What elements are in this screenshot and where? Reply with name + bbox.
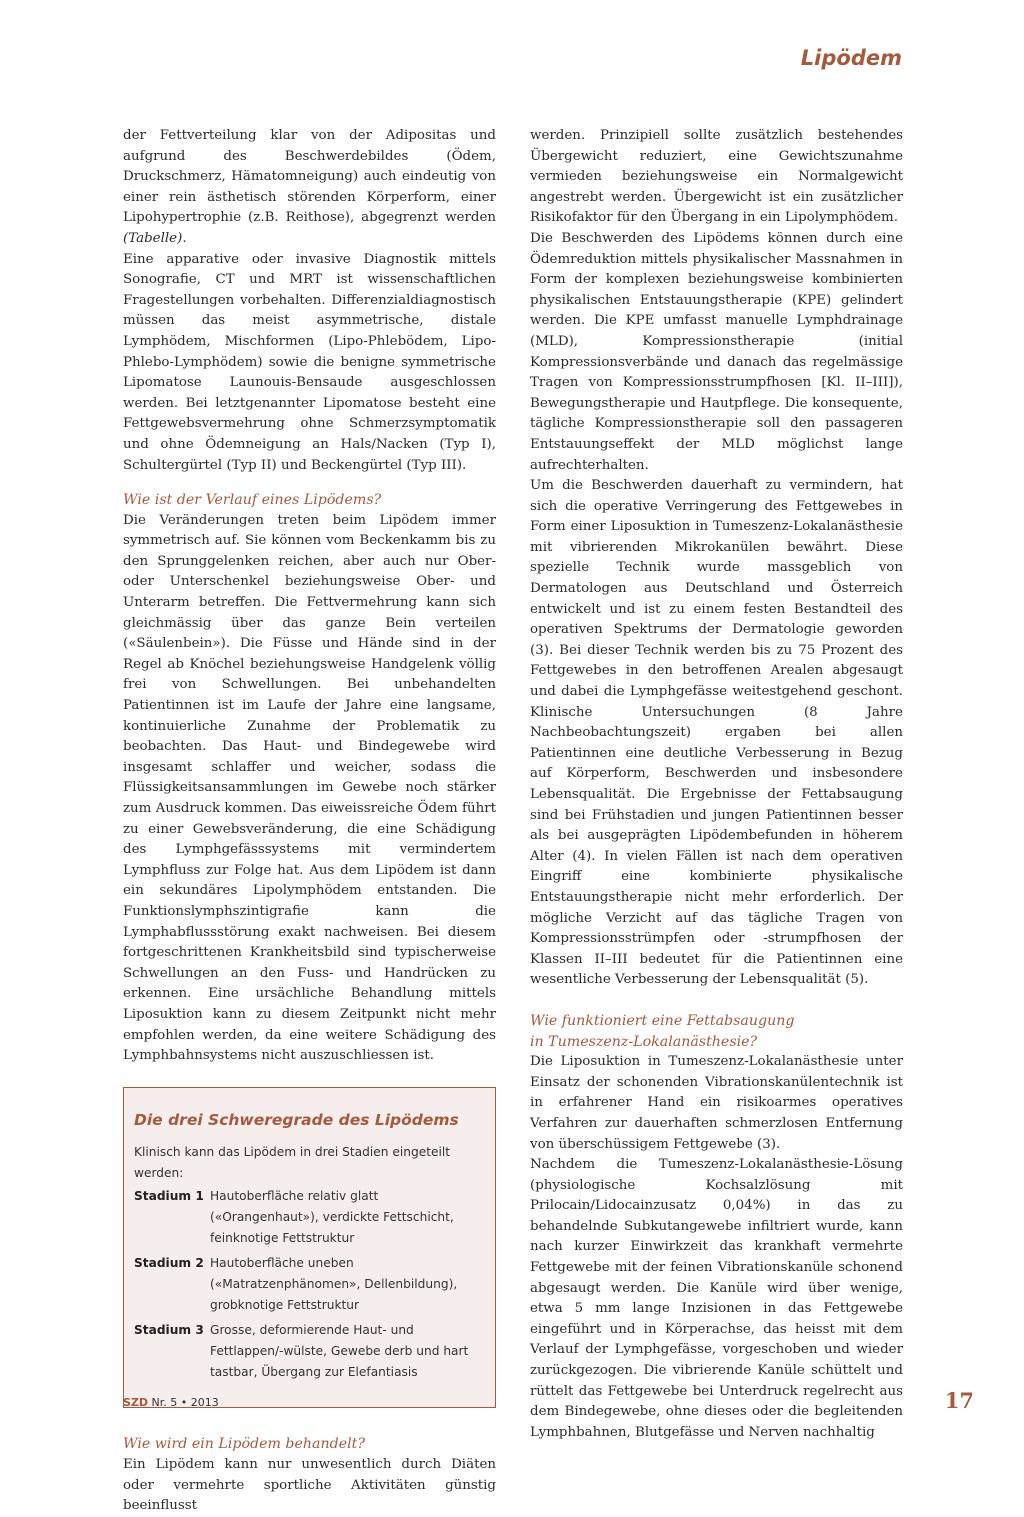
paragraph: Die Veränderungen treten beim Lipödem immer symmetrisch auf. Sie können vom Beckenkamm bis zu den Sprunggelenken reichen, aber auch nur Ober- oder Unterschenkel beziehungsweise Ober- und Unterarm betreffen. Die Fettvermehrung kann sich gleichmässig über das ganze Bein verteilen («Säulenbein»). Die Füsse und Hände sind in der Regel ab Knöchel beziehungsweise Handgelenk völlig frei von Schwellungen. Bei unbehandelten Patientinnen ist im Laufe der Jahre eine langsame, kontinuierliche Zunahme der Problematik zu beobachten. Das Haut- und Bindegewebe wird insgesamt schlaffer und weicher, sodass die Flüssigkeitsansammlungen im Gewebe noch stärker zum Ausdruck kommen. Das eiweissreiche Ödem führt zu einer Gewebsveränderung, die eine Schädigung des Lymphgefässsystems mit vermindertem Lymphfluss zur Folge hat. Aus dem Lipödem ist dann ein sekundäres Lipolymphödem entstanden. Die Funktionslymphszintigrafie kann die Lymphabflussstörung exakt nachweisen. Bei diesem fortgeschrittenen Krankheitsbild sind typischerweise Schwellungen an den Fuss- und Handrücken zu erkennen. Eine ursächliche Behandlung mittels Liposuktion kann zu diesem Zeitpunkt nicht mehr empfohlen werden, da eine weitere Schädigung des Lymphbahnsystems nicht auszuschliessen ist.	[123, 512, 496, 1064]
footer-issue: Nr. 5 • 2013	[151, 1396, 219, 1409]
stage-label: Stadium 2	[134, 1256, 204, 1271]
info-box-intro: Klinisch kann das Lipödem in drei Stadien eingeteilt werden:	[134, 1145, 451, 1181]
running-header-title: Lipödem	[800, 46, 902, 70]
paragraph-text: der Fettverteilung klar von der Adipositas und aufgrund des Beschwerdebildes (Ödem, Druckschmerz, Hämatomneigung) auch eindeutig von einer rein ästhetisch störenden Körperform, einer Lipohypertrophie (z.B. Reithose), abgegrenzt werden	[123, 128, 496, 226]
stage-description: Grosse, deformierende Haut- und Fettlappen/-wülste, Gewebe derb und hart tastbar, Übergang zur Elefantiasis	[210, 1323, 469, 1380]
stage-row	[134, 1320, 483, 1383]
section-heading-behandelt: Wie wird ein Lipödem behandelt?	[123, 1436, 365, 1453]
footer-brand: SZD	[123, 1396, 149, 1409]
table-reference: (Tabelle)	[123, 230, 183, 246]
section-heading-verlauf: Wie ist der Verlauf eines Lipödems?	[123, 492, 382, 509]
paragraph: Ein Lipödem kann nur unwesentlich durch Diäten oder vermehrte sportliche Aktivitäten günstig beeinflusst	[123, 1456, 496, 1514]
paragraph: Die Liposuktion in Tumeszenz-Lokalanästhesie unter Einsatz der schonenden Vibrationskanülentechnik ist in erfahrener Hand ein risikoarmes operatives Verfahren zur dauerhaften schmerzlosen Entfernung von überschüssigem Fettgewebe (3).	[530, 1054, 903, 1152]
paragraph: Um die Beschwerden dauerhaft zu vermindern, hat sich die operative Verringerung des Fettgewebes in Form einer Liposuktion in Tumeszenz-Lokalanästhesie mit vibrierenden Mikrokanülen bewährt. Diese spezielle Technik wurde massgeblich von Dermatologen aus Deutschland und Österreich entwickelt und ist zu einem festen Bestandteil des operativen Spektrums der Dermatologie geworden (3). Bei dieser Technik werden bis zu 75 Prozent des Fettgewebes in den betroffenen Arealen abgesaugt und dabei die Lymphgefässe weitestgehend geschont. Klinische Untersuchungen (8 Jahre Nachbeobachtungszeit) ergaben bei allen Patientinnen eine deutliche Verbesserung in Bezug auf Körperform, Beschwerden und insbesondere Lebensqualität. Die Ergebnisse der Fettabsaugung sind bei Frühstadien und jungen Patientinnen besser als bei ausgeprägten Lipödembefunden in höherem Alter (4). In vielen Fällen ist nach dem operativen Eingriff eine kombinierte physikalische Entstauungstherapie nicht mehr erforderlich. Der mögliche Verzicht auf das tägliche Tragen von Kompressionsstrümpfen oder -strumpfhosen der Klassen II–III bedeutet für die Patientinnen eine wesentliche Verbesserung der Lebensqualität (5).	[530, 478, 903, 988]
left-column	[123, 126, 496, 1517]
paragraph: Die Beschwerden des Lipödems können durch eine Ödemreduktion mittels physikalischer Massnahmen in Form der komplexen beziehungsweise kombinierten physikalischen Entstauungstherapie (KPE) gelindert werden. Die KPE umfasst manuelle Lymphdrainage (MLD), Kompressionstherapie (initial Kompressionsverbände und danach das regelmässige Tragen von Kompressionsstrumpfhosen [Kl. II–III]), Bewegungstherapie und Hautpflege. Die konsequente, tägliche Kompressionstherapie soll den passageren Entstauungseffekt der MLD möglichst lange aufrechterhalten.	[530, 230, 903, 473]
paragraph	[123, 126, 496, 250]
page-number: 17	[944, 1388, 974, 1413]
info-box-title: Die drei Schweregrade des Lipödems	[134, 1110, 459, 1129]
stage-description: Hautoberfläche uneben («Matratzenphänomen», Dellenbildung), grobknotige Fettstruktur	[210, 1256, 458, 1313]
stage-label: Stadium 1	[134, 1189, 204, 1204]
stage-row	[134, 1253, 483, 1316]
right-column	[530, 126, 903, 1443]
paragraph: Nachdem die Tumeszenz-Lokalanästhesie-Lösung (physiologische Kochsalzlösung mit Prilocain/Lidocainzusatz 0,04%) in das zu behandelnde Subkutangewebe infiltriert wurde, kann nach kurzer Einwirkzeit das krankhaft vermehrte Fettgewebe mit der feinen Vibrationskanüle schonend abgesaugt werden. Die Kanüle wird über wenige, etwa 5 mm lange Inzisionen in das Fettgewebe eingeführt und in Körperachse, das heisst mit dem Verlauf der Lymphgefässe, vorgeschoben und wieder zurückgezogen. Die vibrierende Kanüle schüttelt und rüttelt das Fettgewebe bei Unterdruck regelrecht aus dem Bindegewebe, ohne dieses oder die begleitenden Lymphbahnen, Blutgefässe und Nerven nachhaltig	[530, 1157, 903, 1440]
stage-row	[134, 1186, 483, 1249]
stage-label: Stadium 3	[134, 1323, 204, 1338]
section-heading-fettabsaugung	[530, 1011, 903, 1052]
stage-description: Hautoberfläche relativ glatt («Orangenhaut»), verdickte Fettschicht, feinknotige Fettstruktur	[210, 1189, 454, 1246]
paragraph: Eine apparative oder invasive Diagnostik mittels Sonografie, CT und MRT ist wissenschaftlichen Fragestellungen vorbehalten. Differenzialdiagnostisch müssen das meist asymmetrische, distale Lymphödem, Mischformen (Lipo-Phlebödem, Lipo-Phlebo-Lymphödem) sowie die benigne symmetrische Lipomatose Launouis-Bensaude ausgeschlossen werden. Bei letztgenannter Lipomatose besteht eine Fettgewebsvermehrung ohne Schmerzsymptomatik und ohne Ödemneigung an Hals/Nacken (Typ I), Schultergürtel (Typ II) und Beckengürtel (Typ III).	[123, 251, 496, 473]
footer-publication	[123, 1396, 219, 1409]
heading-line: in Tumeszenz-Lokalanästhesie?	[530, 1033, 758, 1050]
paragraph: werden. Prinzipiell sollte zusätzlich bestehendes Übergewicht reduziert, eine Gewichtszunahme vermieden beziehungsweise ein Normalgewicht angestrebt werden. Übergewicht ist ein zusätzlicher Risikofaktor für den Übergang in ein Lipolymphödem.	[530, 128, 903, 226]
heading-line: Wie funktioniert eine Fettabsaugung	[530, 1012, 795, 1029]
info-box-schweregrade	[123, 1087, 496, 1409]
paragraph-end: .	[182, 230, 187, 246]
